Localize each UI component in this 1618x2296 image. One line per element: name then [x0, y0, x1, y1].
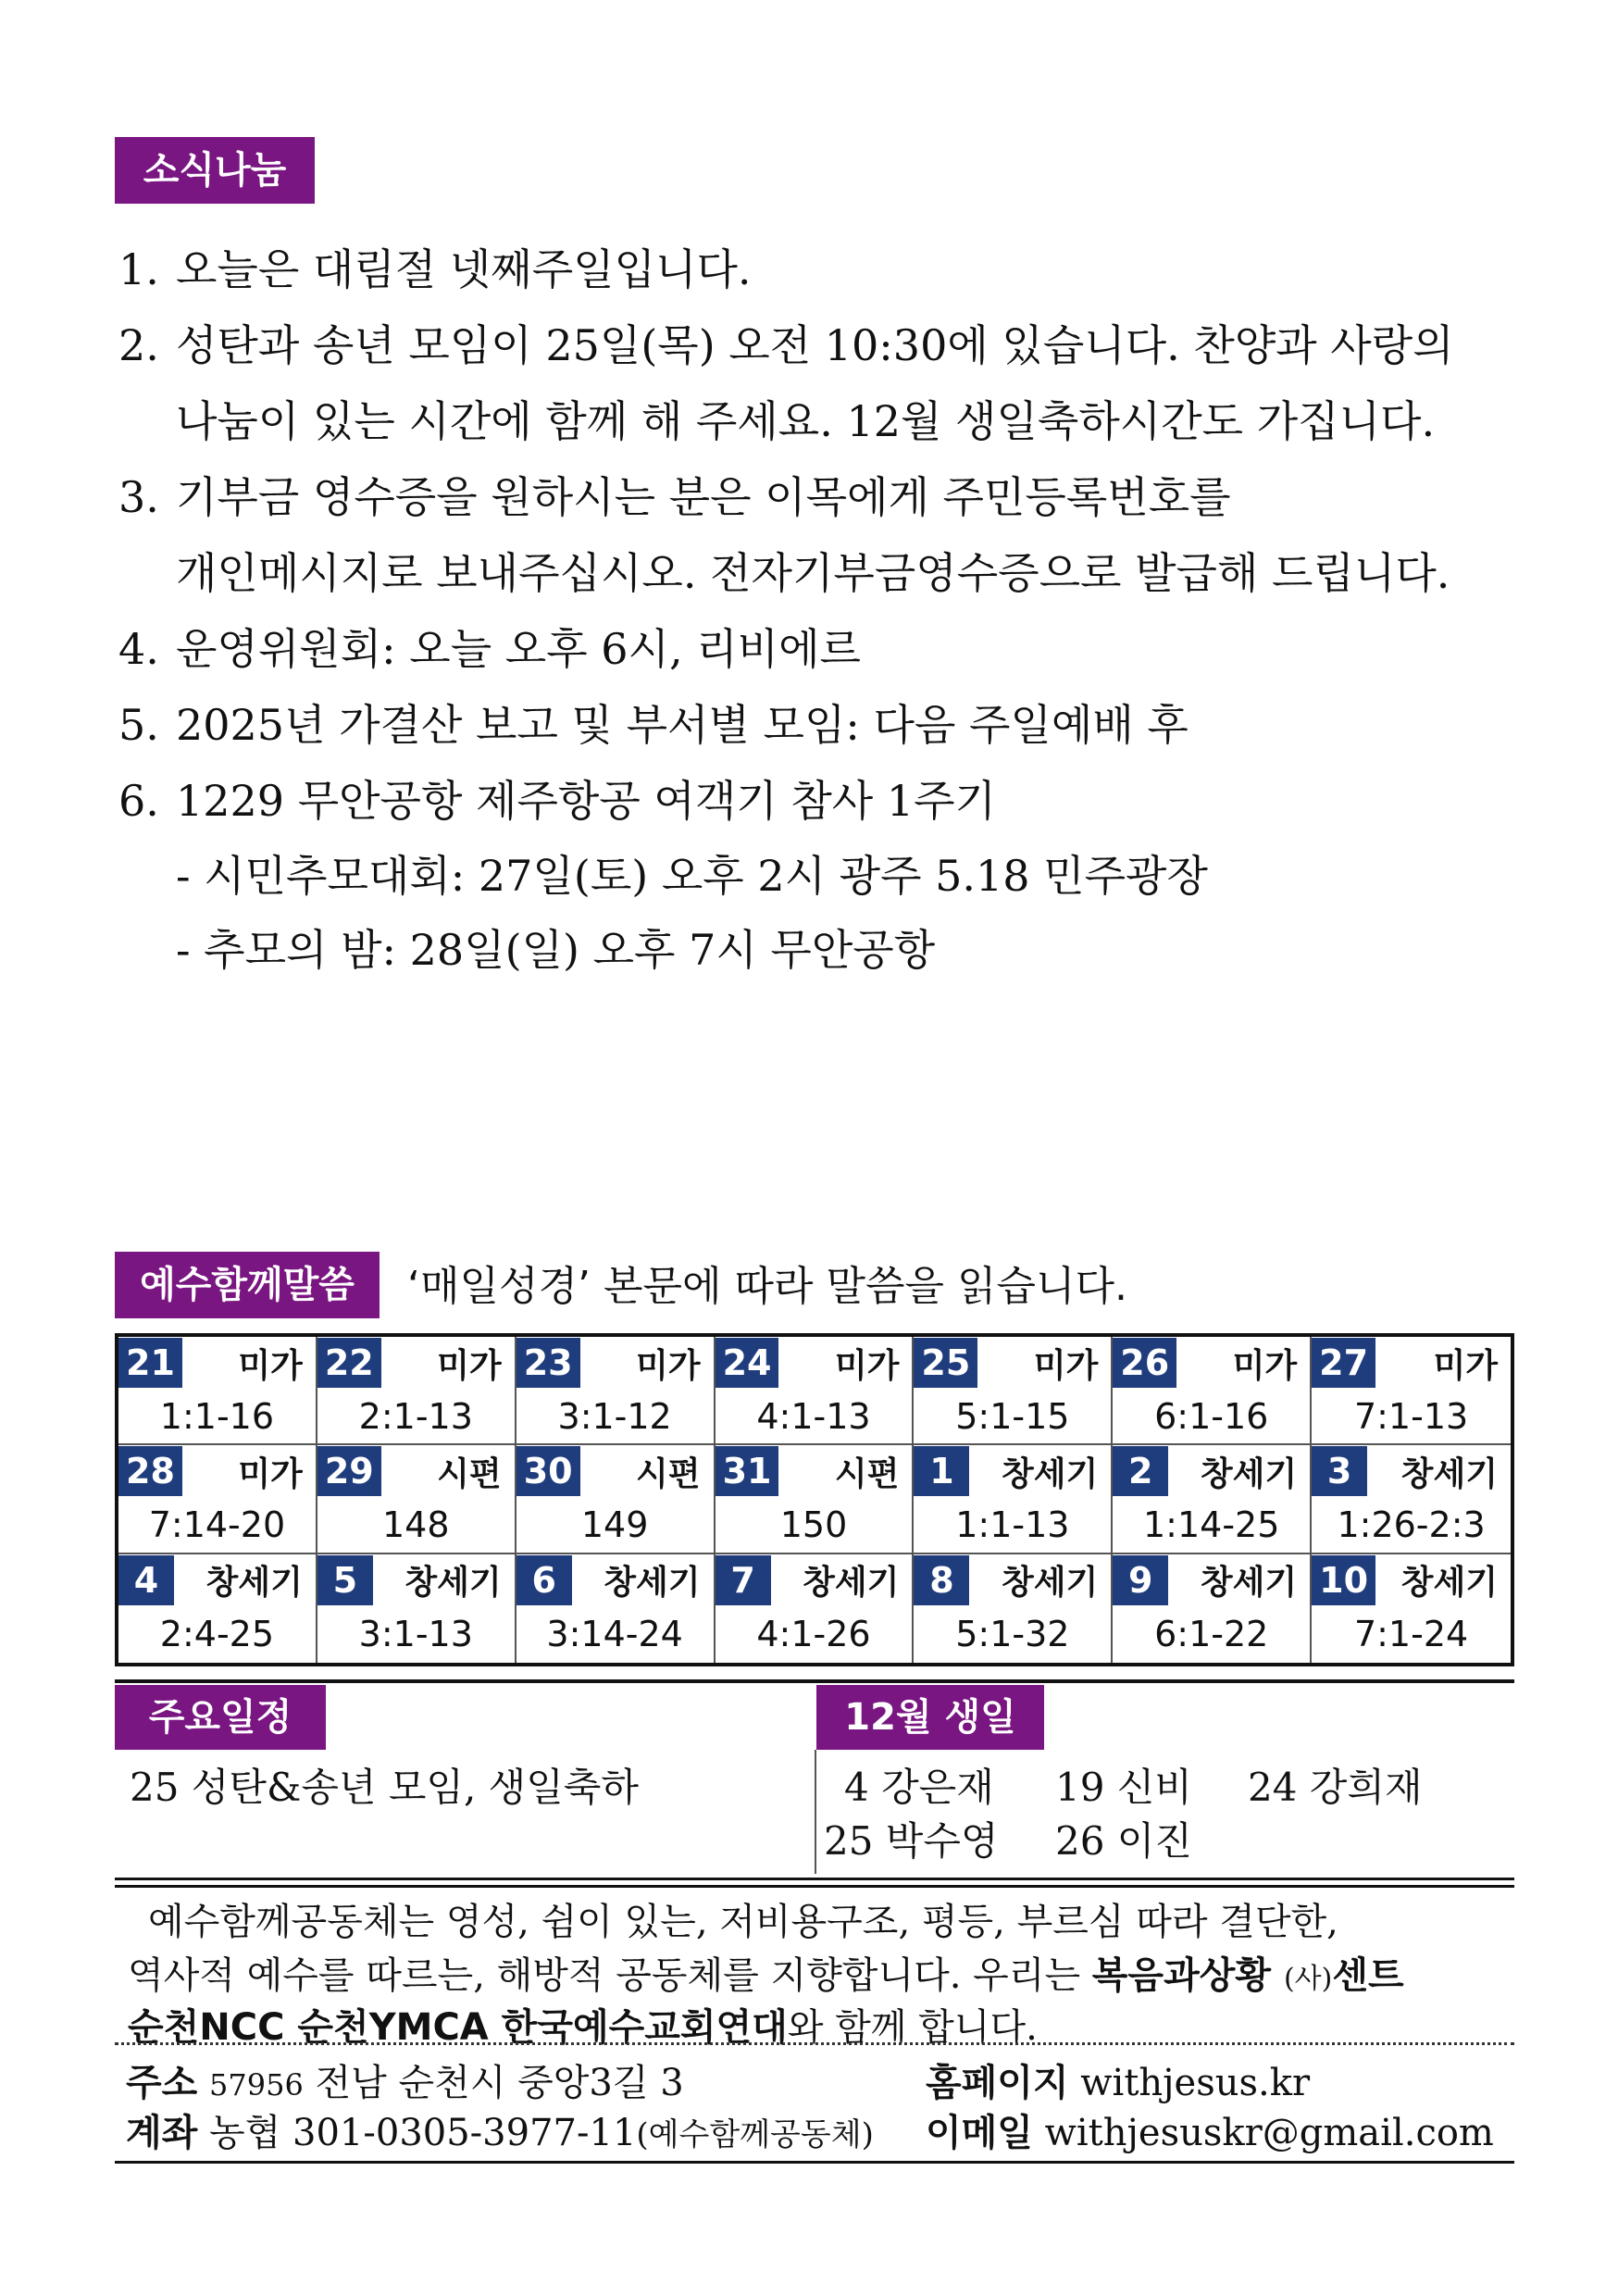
news-item-text: 오늘은 대림절 넷째주일입니다.: [176, 244, 752, 294]
news-subitem-memorial-rally: - 시민추모대회: 27일(토) 오후 2시 광주 5.18 민주광장: [176, 851, 1208, 901]
homepage-label: 홈페이지: [926, 2062, 1069, 2104]
reading-cell: [1312, 1445, 1511, 1554]
reading-cell: [517, 1445, 716, 1554]
news-item-text: 운영위원회: 오늘 오후 6시, 리비에르: [176, 624, 861, 674]
birthday-item: 26 이진: [1055, 1818, 1192, 1864]
reading-day: 22: [317, 1338, 381, 1388]
reading-day: 27: [1312, 1338, 1375, 1388]
schedule-text: 25 성탄&송년 모임, 생일축하: [130, 1765, 639, 1810]
email-address[interactable]: withjesuskr@gmail.com: [1044, 2112, 1494, 2154]
reading-book: 미가: [1033, 1346, 1099, 1385]
reading-book: 창세기: [803, 1564, 900, 1603]
birthday-item: 19 신비: [1055, 1765, 1192, 1810]
reading-chapter: 3:1-12: [557, 1395, 672, 1437]
reading-chapter: 7:1-24: [1353, 1614, 1469, 1655]
reading-day: 1: [914, 1446, 969, 1496]
reading-chapter: 149: [580, 1504, 649, 1545]
news-item-text-continued: 나눔이 있는 시간에 함께 해 주세요. 12월 생일축하시간도 가집니다.: [176, 396, 1436, 446]
reading-cell: [716, 1554, 915, 1663]
reading-book: 미가: [238, 1454, 303, 1493]
reading-day: 28: [118, 1446, 182, 1496]
bible-section-title: 예수함께말씀: [115, 1252, 380, 1318]
birthday-item: 25 박수영: [824, 1818, 999, 1864]
reading-cell: [118, 1337, 317, 1445]
news-item-number: 2.: [118, 320, 159, 370]
column-divider: [815, 1750, 816, 1874]
about-line-3: [128, 2000, 1038, 2055]
news-item-5: [118, 687, 1525, 763]
reading-book: 미가: [1232, 1346, 1298, 1385]
reading-chapter: 1:1-13: [955, 1504, 1070, 1545]
news-item-4: [118, 611, 1525, 687]
reading-day: 10: [1312, 1555, 1375, 1605]
news-item-number: 1.: [118, 244, 159, 294]
bank-name: 농협: [209, 2112, 281, 2154]
reading-chapter: 7:1-13: [1353, 1395, 1469, 1437]
partner-name: 복음과상황: [1091, 1954, 1284, 1997]
section-divider: [115, 1679, 1514, 1683]
news-item-text: 1229 무안공항 제주항공 여객기 참사 1주기: [176, 776, 996, 826]
reading-day: 29: [317, 1446, 381, 1496]
partner-prefix: (사): [1283, 1963, 1333, 1995]
section-divider: [115, 1878, 1514, 1880]
reading-chapter: 3:1-13: [358, 1614, 473, 1655]
footer-homepage: [926, 2053, 1310, 2106]
homepage-url[interactable]: withjesus.kr: [1080, 2062, 1311, 2104]
reading-book: 미가: [238, 1346, 303, 1385]
news-subitem-memorial-night: - 추모의 밤: 28일(일) 오후 7시 무안공항: [176, 925, 936, 975]
reading-book: 창세기: [1001, 1564, 1099, 1603]
reading-chapter: 3:14-24: [546, 1614, 683, 1655]
bible-reading-table: [115, 1333, 1514, 1666]
reading-cell: [1113, 1445, 1312, 1554]
reading-book: 창세기: [604, 1564, 701, 1603]
reading-chapter: 4:1-26: [756, 1614, 871, 1655]
footer-email: [926, 2103, 1494, 2156]
reading-cell: [716, 1445, 915, 1554]
reading-day: 7: [716, 1555, 771, 1605]
birthday-item: 4 강은재: [844, 1765, 994, 1810]
reading-day: 9: [1113, 1555, 1168, 1605]
reading-day: 25: [914, 1338, 977, 1388]
news-item-6: [118, 763, 1525, 839]
account-label: 계좌: [126, 2112, 198, 2154]
reading-day: 3: [1312, 1446, 1367, 1496]
news-item-text-continued: 개인메시지로 보내주십시오. 전자기부금영수증으로 발급해 드립니다.: [176, 548, 1450, 598]
reading-book: 창세기: [1200, 1454, 1298, 1493]
reading-cell: [1312, 1554, 1511, 1663]
reading-cell: [317, 1445, 517, 1554]
reading-chapter: 5:1-32: [955, 1614, 1070, 1655]
reading-book: 창세기: [1400, 1454, 1498, 1493]
reading-cell: [317, 1337, 517, 1445]
news-section-title: 소식나눔: [115, 137, 315, 204]
reading-book: 미가: [437, 1346, 502, 1385]
reading-day: 4: [118, 1555, 174, 1605]
reading-cell: [517, 1337, 716, 1445]
reading-cell: [118, 1445, 317, 1554]
reading-chapter: 150: [779, 1504, 848, 1545]
reading-chapter: 4:1-13: [756, 1395, 871, 1437]
reading-day: 2: [1113, 1446, 1168, 1496]
reading-cell: [1113, 1554, 1312, 1663]
reading-cell: [317, 1554, 517, 1663]
about-line-2: [128, 1948, 1404, 2007]
news-item-number: 3.: [118, 472, 159, 522]
reading-day: 5: [317, 1555, 373, 1605]
news-item-1: [118, 231, 1525, 307]
about-text: 와 함께 합니다.: [787, 2006, 1038, 2049]
reading-book: 시편: [834, 1454, 900, 1493]
news-item-3: [118, 459, 1525, 611]
partner-name: 센트: [1332, 1954, 1404, 1997]
news-item-text: 기부금 영수증을 원하시는 분은 이목에게 주민등록번호를: [176, 472, 1231, 522]
reading-book: 창세기: [1001, 1454, 1099, 1493]
footer-account: [126, 2103, 874, 2156]
bible-intro-text: ‘매일성경’ 본문에 따라 말씀을 읽습니다.: [407, 1263, 1127, 1310]
reading-day: 24: [716, 1338, 779, 1388]
reading-day: 8: [914, 1555, 969, 1605]
reading-cell: [1113, 1337, 1312, 1445]
reading-book: 미가: [834, 1346, 900, 1385]
address-zip: 57956: [209, 2067, 304, 2103]
birthday-section-title: 12월 생일: [816, 1685, 1044, 1750]
reading-day: 31: [716, 1446, 779, 1496]
section-divider: [115, 1885, 1514, 1888]
reading-book: 시편: [437, 1454, 502, 1493]
partner-names: 순천NCC 순천YMCA 한국예수교회연대: [128, 2006, 788, 2049]
reading-cell: [914, 1445, 1113, 1554]
reading-chapter: 2:1-13: [358, 1395, 473, 1437]
reading-chapter: 7:14-20: [148, 1504, 286, 1545]
email-label: 이메일: [926, 2112, 1033, 2154]
reading-cell: [716, 1337, 915, 1445]
reading-book: 미가: [636, 1346, 701, 1385]
dotted-divider: [115, 2042, 1514, 2045]
about-text: 역사적 예수를 따르는, 해방적 공동체를 지향합니다. 우리는: [128, 1954, 1092, 1997]
birthday-item: 24 강희재: [1248, 1765, 1423, 1810]
reading-chapter: 1:14-25: [1143, 1504, 1280, 1545]
reading-day: 26: [1113, 1338, 1176, 1388]
account-number: 301-0305-3977-11: [292, 2112, 637, 2154]
news-item-text: 2025년 가결산 보고 및 부서별 모임: 다음 주일예배 후: [176, 700, 1189, 750]
reading-chapter: 1:1-16: [159, 1395, 275, 1437]
footer-address: [126, 2053, 684, 2106]
reading-cell: [118, 1554, 317, 1663]
reading-day: 23: [517, 1338, 580, 1388]
reading-day: 30: [517, 1446, 580, 1496]
schedule-section-title: 주요일정: [115, 1685, 326, 1750]
reading-book: 창세기: [1200, 1564, 1298, 1603]
news-item-number: 6.: [118, 776, 159, 826]
reading-book: 미가: [1433, 1346, 1498, 1385]
news-item-2: [118, 307, 1525, 459]
address-text: 전남 순천시 중앙3길 3: [315, 2062, 684, 2104]
address-label: 주소: [126, 2062, 198, 2104]
reading-cell: [517, 1554, 716, 1663]
reading-chapter: 6:1-16: [1154, 1395, 1269, 1437]
reading-book: 창세기: [205, 1564, 303, 1603]
reading-book: 창세기: [404, 1564, 502, 1603]
reading-chapter: 5:1-15: [955, 1395, 1070, 1437]
reading-day: 21: [118, 1338, 182, 1388]
reading-chapter: 2:4-25: [159, 1614, 275, 1655]
news-item-text: 성탄과 송년 모임이 25일(목) 오전 10:30에 있습니다. 찬양과 사랑의: [176, 320, 1454, 370]
reading-cell: [914, 1337, 1113, 1445]
news-item-number: 4.: [118, 624, 159, 674]
reading-chapter: 1:26-2:3: [1337, 1504, 1486, 1545]
reading-day: 6: [517, 1555, 572, 1605]
reading-book: 시편: [636, 1454, 701, 1493]
reading-cell: [914, 1554, 1113, 1663]
reading-chapter: 6:1-22: [1154, 1614, 1269, 1655]
reading-book: 창세기: [1400, 1564, 1498, 1603]
account-holder: (예수함께공동체): [636, 2116, 874, 2153]
news-item-number: 5.: [118, 700, 159, 750]
section-divider: [115, 2161, 1514, 2164]
reading-cell: [1312, 1337, 1511, 1445]
about-line-1: 예수함께공동체는 영성, 쉼이 있는, 저비용구조, 평등, 부르심 따라 결단한,: [148, 1901, 1338, 1943]
reading-chapter: 148: [382, 1504, 450, 1545]
